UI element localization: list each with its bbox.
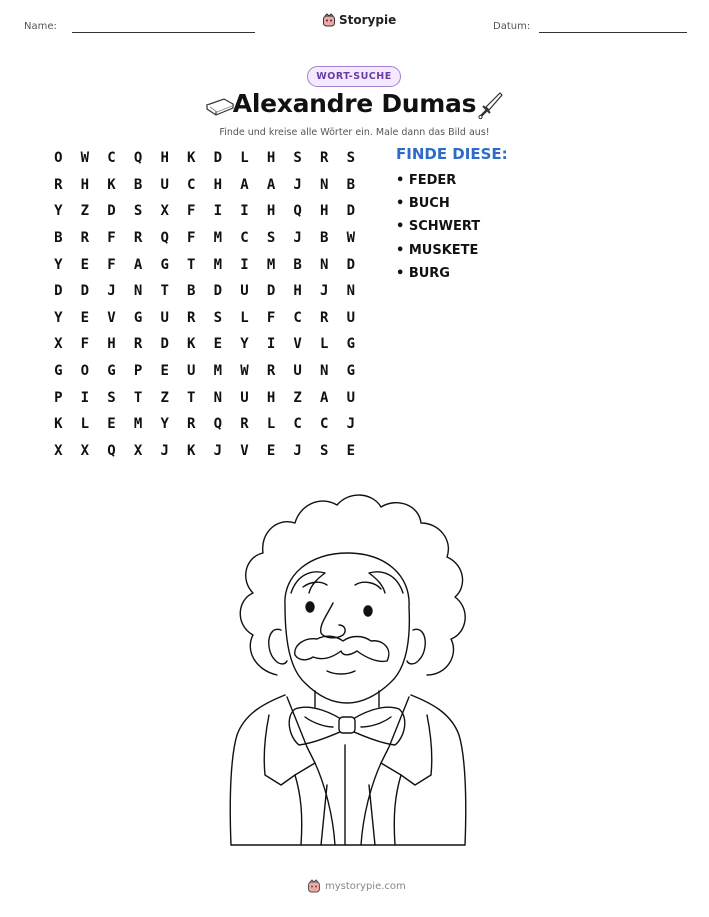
grid-letter[interactable]: M [213,256,223,273]
grid-row [45,438,364,465]
grid-letter[interactable]: U [160,176,169,193]
grid-letter[interactable]: V [240,442,249,459]
grid-letter[interactable]: T [160,283,169,300]
grid-letter[interactable]: Y [54,203,63,220]
grid-letter[interactable]: N [320,256,329,273]
grid-letter[interactable]: K [187,150,196,167]
grid-letter[interactable]: L [266,416,276,433]
grid-row [45,358,364,385]
grid-letter[interactable]: D [80,283,90,300]
grid-letter[interactable]: Z [293,389,302,406]
grid-row [45,384,364,411]
grid-letter[interactable]: B [320,230,329,247]
grid-letter[interactable]: L [240,309,249,326]
grid-letter[interactable]: N [320,363,329,380]
grid-row [45,225,364,252]
grid-letter[interactable]: I [80,389,90,406]
grid-letter[interactable]: R [266,363,276,380]
grid-letter[interactable]: V [107,309,116,326]
grid-letter[interactable]: F [187,203,196,220]
grid-letter[interactable]: K [54,416,63,433]
grid-letter[interactable]: G [160,256,169,273]
footer-url[interactable]: mystorypie.com [325,880,406,892]
grid-letter[interactable]: O [54,150,63,167]
grid-row [45,251,364,278]
grid-row [45,172,364,199]
grid-letter[interactable]: S [213,309,223,326]
grid-letter[interactable]: R [240,416,249,433]
grid-letter[interactable]: S [107,389,116,406]
grid-row [45,411,364,438]
grid-row [45,198,364,225]
grid-letter[interactable]: X [160,203,169,220]
word-list-item: • BUCH [396,196,450,212]
grid-letter[interactable]: P [133,363,143,380]
grid-letter[interactable]: Y [54,309,63,326]
grid-letter[interactable]: K [107,176,116,193]
instructions: Finde und kreise alle Wörter ein. Male dann das Bild aus! [219,127,490,138]
grid-letter[interactable]: S [133,203,143,220]
grid-letter[interactable]: J [320,283,329,300]
grid-letter[interactable]: E [266,442,276,459]
grid-letter[interactable]: M [213,230,223,247]
brand-name: Storypie [339,13,397,27]
brand [322,13,396,27]
grid-letter[interactable]: J [293,176,302,193]
grid-letter[interactable]: C [293,309,302,326]
grid-letter[interactable]: U [240,389,249,406]
grid-letter[interactable]: R [320,309,329,326]
grid-letter[interactable]: I [213,203,223,220]
grid-letter[interactable]: B [54,230,63,247]
date-line[interactable] [539,32,687,33]
grid-letter[interactable]: F [187,230,196,247]
grid-letter[interactable]: E [80,309,90,326]
grid-letter[interactable]: W [80,150,90,167]
grid-letter[interactable]: G [346,336,356,353]
grid-letter[interactable]: R [187,416,196,433]
grid-letter[interactable]: X [54,336,63,353]
grid-letter[interactable]: P [54,389,63,406]
grid-row [45,305,364,332]
grid-letter[interactable]: Q [213,416,223,433]
grid-letter[interactable]: C [107,150,116,167]
grid-letter[interactable]: W [240,363,249,380]
grid-letter[interactable]: C [240,230,249,247]
word-list-item: • FEDER [396,173,457,188]
grid-letter[interactable]: N [213,389,223,406]
grid-letter[interactable]: D [160,336,169,353]
grid-row [45,278,364,305]
grid-letter[interactable]: D [213,283,223,300]
grid-letter[interactable]: N [320,176,329,193]
grid-letter[interactable]: G [107,363,116,380]
grid-letter[interactable]: F [80,336,90,353]
grid-letter[interactable]: H [160,150,169,167]
grid-letter[interactable]: B [346,176,356,193]
grid-letter[interactable]: D [107,203,116,220]
grid-letter[interactable]: V [293,336,302,353]
grid-letter[interactable]: H [266,203,276,220]
date-label: Datum: [493,21,531,32]
grid-letter[interactable]: X [80,442,90,459]
grid-letter[interactable]: D [54,283,63,300]
grid-letter[interactable]: U [346,309,356,326]
grid-letter[interactable]: S [293,150,302,167]
grid-letter[interactable]: H [293,283,302,300]
grid-letter[interactable]: L [240,150,249,167]
grid-letter[interactable]: S [346,150,356,167]
grid-letter[interactable]: H [320,203,329,220]
name-label: Name: [24,21,57,32]
grid-letter[interactable]: R [133,230,143,247]
grid-letter[interactable]: H [266,389,276,406]
grid-letter[interactable]: J [293,230,302,247]
grid-letter[interactable]: F [107,256,116,273]
grid-letter[interactable]: B [133,176,143,193]
grid-letter[interactable]: F [266,309,276,326]
grid-letter[interactable]: F [107,230,116,247]
grid-letter[interactable]: Y [54,256,63,273]
page-title: Alexandre Dumas [232,89,477,118]
grid-letter[interactable]: U [293,363,302,380]
grid-row [45,331,364,358]
grid-letter[interactable]: S [266,230,276,247]
grid-letter[interactable]: X [54,442,63,459]
grid-letter[interactable]: H [80,176,90,193]
grid-letter[interactable]: C [293,416,302,433]
grid-letter[interactable]: T [187,256,196,273]
grid-letter[interactable]: W [346,230,356,247]
grid-letter[interactable]: I [240,256,249,273]
grid-letter[interactable]: M [133,416,143,433]
grid-letter[interactable]: A [266,176,276,193]
grid-letter[interactable]: I [240,203,249,220]
grid-letter[interactable]: R [54,176,63,193]
grid-letter[interactable]: A [320,389,329,406]
letter-grid[interactable] [45,145,364,464]
grid-letter[interactable]: A [133,256,143,273]
grid-letter[interactable]: Q [160,230,169,247]
grid-row [45,145,364,172]
grid-letter[interactable]: R [320,150,329,167]
grid-letter[interactable]: Z [80,203,90,220]
grid-letter[interactable]: I [266,336,276,353]
grid-letter[interactable]: H [107,336,116,353]
grid-letter[interactable]: J [346,416,356,433]
grid-letter[interactable]: R [133,336,143,353]
grid-letter[interactable]: Q [133,150,143,167]
grid-letter[interactable]: H [266,150,276,167]
storypie-logo-icon [322,13,336,27]
grid-letter[interactable]: D [346,256,356,273]
grid-letter[interactable]: Y [160,416,169,433]
grid-letter[interactable]: Z [160,389,169,406]
grid-letter[interactable]: E [107,416,116,433]
grid-letter[interactable]: T [187,389,196,406]
grid-letter[interactable]: J [213,442,223,459]
word-list-item: • SCHWERT [396,219,481,235]
grid-letter[interactable]: M [213,363,223,380]
grid-letter[interactable]: R [80,230,90,247]
grid-letter[interactable]: L [320,336,329,353]
grid-letter[interactable]: G [133,309,143,326]
grid-letter[interactable]: X [133,442,143,459]
grid-letter[interactable]: D [266,283,276,300]
word-list [396,172,480,288]
grid-letter[interactable]: U [346,389,356,406]
grid-letter[interactable]: E [80,256,90,273]
word-list-title: FINDE DIESE: [396,145,508,163]
grid-letter[interactable]: U [187,363,196,380]
grid-letter[interactable]: D [346,203,356,220]
sword-icon [478,91,504,121]
grid-letter[interactable]: C [320,416,329,433]
grid-letter[interactable]: U [240,283,249,300]
grid-letter[interactable]: T [133,389,143,406]
grid-letter[interactable]: E [213,336,223,353]
grid-letter[interactable]: O [80,363,90,380]
grid-letter[interactable]: E [346,442,356,459]
grid-letter[interactable]: M [266,256,276,273]
grid-letter[interactable]: C [187,176,196,193]
grid-letter[interactable]: Y [240,336,249,353]
grid-letter[interactable]: N [133,283,143,300]
grid-letter[interactable]: H [213,176,223,193]
grid-letter[interactable]: B [293,256,302,273]
grid-letter[interactable]: U [160,309,169,326]
word-list-item: • MUSKETE [396,242,479,258]
grid-letter[interactable]: D [213,150,223,167]
grid-letter[interactable]: E [160,363,169,380]
grid-letter[interactable]: B [187,283,196,300]
footer [307,879,406,893]
word-list-item: • BURG [396,265,450,281]
grid-letter[interactable]: A [240,176,249,193]
grid-letter[interactable]: K [187,336,196,353]
grid-letter[interactable]: G [346,363,356,380]
grid-letter[interactable]: Q [293,203,302,220]
grid-letter[interactable]: K [187,442,196,459]
grid-letter[interactable]: N [346,283,356,300]
puzzle-type-badge: WORT-SUCHE [307,66,401,87]
grid-letter[interactable]: S [320,442,329,459]
grid-letter[interactable]: J [293,442,302,459]
storypie-footer-icon [307,879,321,893]
grid-letter[interactable]: J [160,442,169,459]
grid-letter[interactable]: J [107,283,116,300]
grid-letter[interactable]: G [54,363,63,380]
grid-letter[interactable]: R [187,309,196,326]
dumas-portrait-illustration[interactable] [215,485,485,850]
name-line[interactable] [72,32,255,33]
grid-letter[interactable]: Q [107,442,116,459]
grid-letter[interactable]: L [80,416,90,433]
